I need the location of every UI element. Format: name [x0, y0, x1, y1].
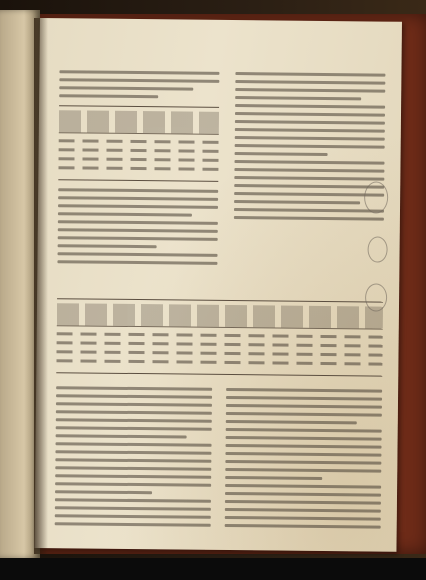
table-1-header [59, 110, 219, 135]
data-table-1 [58, 105, 219, 182]
left-text-column [57, 64, 219, 270]
spine-shadow [34, 18, 48, 554]
watermark-bar [0, 558, 426, 580]
book-page [34, 18, 402, 552]
table-2-header [57, 303, 383, 329]
data-table-2 [55, 290, 383, 533]
